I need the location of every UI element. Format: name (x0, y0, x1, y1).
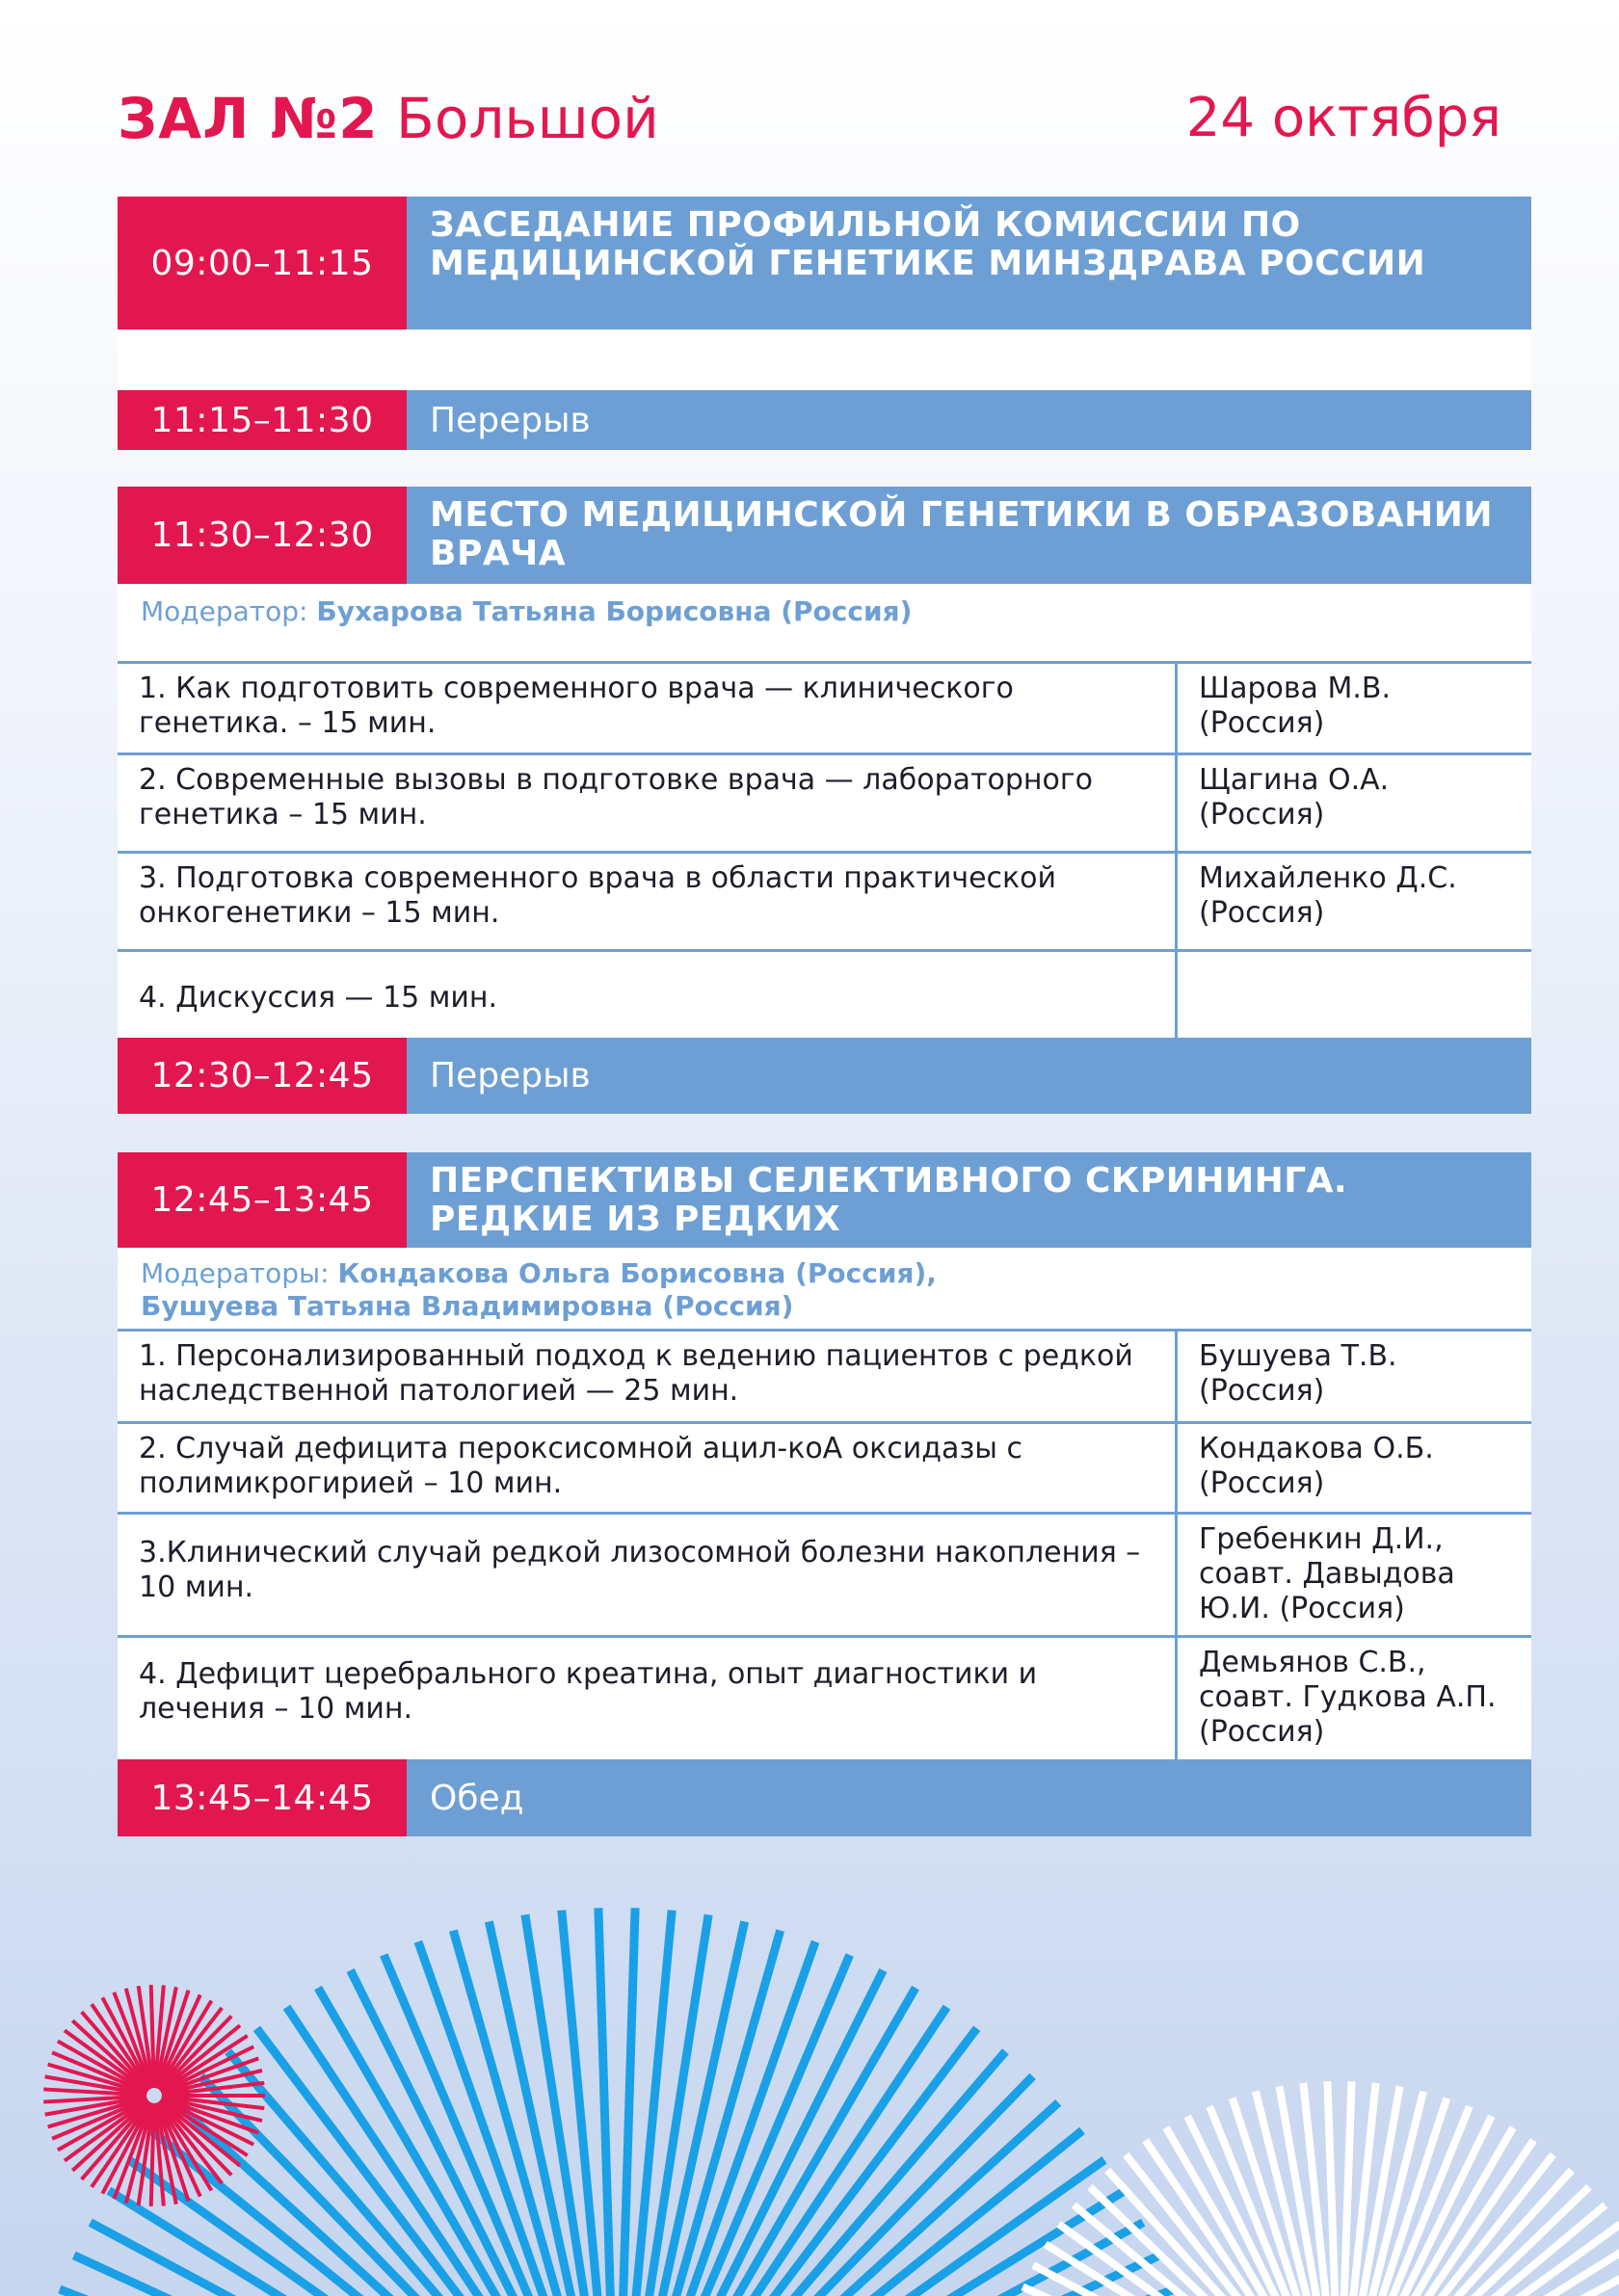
fan-ray (155, 1985, 164, 2088)
break-title: Перерыв (407, 390, 1531, 450)
fan-ray (92, 2004, 149, 2089)
break-block (118, 1038, 1531, 1114)
talk-topic: 4. Дефицит церебрального креатина, опыт диагностики и лечения – 10 мин. (118, 1638, 1178, 1759)
fan-ray (1146, 2141, 1281, 2296)
fan-ray (139, 2103, 153, 2205)
fan-ray (72, 2100, 148, 2170)
fan-ray (1350, 2083, 1375, 2296)
fan-ray (691, 2076, 1033, 2296)
moderator-label: Модератор: (141, 595, 308, 627)
break-block (118, 390, 1531, 450)
moderator-line (118, 1248, 1531, 1332)
fan-ray (1372, 2098, 1446, 2296)
fan-ray (156, 1987, 176, 2088)
fan-ray (1126, 2154, 1274, 2296)
talk-row (118, 664, 1531, 755)
talk-speaker: Бушуева Т.В. (Россия) (1199, 1339, 1397, 1408)
fan-ray (102, 1997, 150, 2089)
fan-ray (1022, 2287, 1242, 2296)
hall-number: ЗАЛ №2 (118, 86, 379, 151)
moderator-names: Бухарова Татьяна Борисовна (Россия) (316, 595, 913, 627)
fan-ray (157, 2102, 199, 2196)
fan-ray (1187, 2116, 1293, 2296)
fan-ray (102, 2102, 150, 2194)
talk-row (118, 1638, 1531, 1759)
fan-ray (156, 2103, 176, 2204)
talk-speaker: Михайленко Д.С. (Россия) (1199, 861, 1457, 930)
fan-ray (139, 1986, 153, 2088)
talk-row (118, 952, 1531, 1043)
fan-ray (1405, 2154, 1553, 2296)
blue-fan-decoration (19, 1908, 1214, 2296)
session-time: 12:45–13:45 (118, 1152, 407, 1248)
fan-ray (72, 2020, 148, 2090)
fan-ray (159, 2101, 222, 2183)
talk-speaker: Гребенкин Д.И., соавт. Давыдова Ю.И. (Россия) (1199, 1522, 1455, 1625)
fan-ray (1046, 2244, 1250, 2296)
fan-ray (1379, 2106, 1470, 2296)
hall-name: Большой (396, 86, 659, 151)
fan-ray (65, 2030, 148, 2091)
talk-speaker: Щагина О.А. (Россия) (1199, 763, 1390, 831)
fan-ray (82, 2012, 149, 2090)
fan-ray (161, 2036, 248, 2092)
event-date: 24 октября (1185, 87, 1501, 149)
talk-row (118, 755, 1531, 854)
fan-ray (162, 2097, 264, 2108)
fan-ray (1279, 2086, 1320, 2296)
fan-ray (1233, 2098, 1307, 2296)
fan-ray (652, 1941, 816, 2296)
fan-ray (1059, 2224, 1254, 2296)
session-block (118, 1152, 1531, 1759)
session-time: 11:30–12:30 (118, 487, 407, 584)
fan-ray (52, 2052, 147, 2093)
fan-ray (1303, 2083, 1328, 2296)
break-title: Обед (407, 1759, 1531, 1836)
talk-speaker: Шарова М.В. (Россия) (1199, 672, 1391, 740)
talk-speaker (1178, 990, 1531, 1006)
fan-ray (161, 2099, 248, 2155)
fan-ray (1386, 2116, 1492, 2296)
fan-ray (287, 2007, 559, 2296)
fan-ray (1416, 2187, 1589, 2296)
talk-row (118, 854, 1531, 952)
fan-ray (43, 2089, 146, 2095)
fan-ray (562, 1911, 607, 2296)
fan-ray (129, 2160, 530, 2296)
fan-ray (114, 2102, 151, 2199)
fan-ray (453, 1931, 588, 2296)
talk-topic: 1. Как подготовить современного врача — клинического генетика. – 15 мин. (118, 664, 1178, 752)
fan-ray (686, 2051, 1006, 2296)
moderator-names: Кондакова Ольга Борисовна (Россия), (337, 1257, 937, 1289)
fan-ray (525, 1914, 600, 2296)
fan-ray (45, 2076, 146, 2094)
break-time: 13:45–14:45 (118, 1759, 407, 1836)
fan-ray (114, 1993, 151, 2089)
fan-ray (151, 1985, 154, 2088)
fan-ray (1366, 2092, 1423, 2296)
fan-ray (710, 2223, 1143, 2296)
red-fan-decoration (43, 1985, 265, 2206)
moderator-names: Бушуева Татьяна Владимировна (Россия) (141, 1290, 794, 1322)
fan-ray (626, 1911, 672, 2296)
break-time: 11:15–11:30 (118, 390, 407, 450)
fan-ray (58, 2099, 147, 2151)
fan-ray (646, 1931, 781, 2296)
talk-topic: 2. Современные вызовы в подготовке врача — лабораторного генетика – 15 мин. (118, 755, 1178, 851)
fan-ray (598, 1908, 614, 2296)
fan-ray (1420, 2205, 1606, 2296)
fan-ray (52, 2098, 147, 2139)
fan-ray (126, 1989, 152, 2088)
session-block (118, 487, 1531, 1043)
fan-ray (703, 2160, 1104, 2296)
fan-ray (664, 1970, 883, 2296)
talk-topic: 3.Клинический случай редкой лизосомной болезни накопления – 10 мин. (118, 1515, 1178, 1635)
fan-ray (680, 2028, 976, 2296)
fan-ray (162, 2083, 264, 2095)
fan-ray (156, 1991, 188, 2089)
fan-ray (1429, 2244, 1619, 2296)
fan-ray (161, 2046, 253, 2092)
fan-ray (489, 1921, 594, 2296)
fan-ray (1090, 2187, 1263, 2296)
fan-ray (162, 2098, 259, 2133)
talk-topic: 3. Подготовка современного врача в области практической онкогенетики – 15 мин. (118, 854, 1178, 949)
fan-ray (48, 2098, 147, 2126)
fan-ray (159, 2008, 222, 2090)
moderator-line (118, 584, 1531, 664)
fan-ray (60, 2289, 518, 2296)
fan-ray (162, 2071, 262, 2094)
fan-ray (228, 2051, 548, 2296)
fan-ray (82, 2101, 149, 2179)
hall-title (118, 85, 659, 152)
fan-ray (91, 2223, 523, 2296)
fan-ray (156, 2103, 188, 2202)
fan-ray (151, 2130, 534, 2296)
fan-ray (1436, 2287, 1619, 2296)
talk-topic: 1. Персонализированный подход к ведению пациентов с редкой наследственной патологией — 25 мин. (118, 1332, 1178, 1421)
talk-topic: 2. Случай дефицита пероксисомной ацил-коА оксидазы с полимикрогирией – 10 мин. (118, 1424, 1178, 1512)
talk-speaker: Демьянов С.В., соавт. Гудкова А.П. (Россия) (1199, 1646, 1497, 1749)
session-block (118, 197, 1531, 390)
talk-topic: 4. Дискуссия — 15 мин. (118, 952, 1178, 1043)
fan-ray (1425, 2224, 1619, 2296)
fan-ray (109, 2191, 527, 2296)
fan-ray (92, 2102, 149, 2187)
fan-ray (1327, 2081, 1336, 2296)
break-time: 12:30–12:45 (118, 1038, 407, 1114)
fan-ray (45, 2097, 146, 2114)
session-title: МЕСТО МЕДИЦИНСКОЙ ГЕНЕТИКИ В ОБРАЗОВАНИИ ВРАЧА (407, 487, 1531, 584)
fan-ray (1358, 2086, 1399, 2296)
talk-speaker: Кондакова О.Б. (Россия) (1199, 1432, 1434, 1500)
fan-ray (65, 2100, 148, 2161)
fan-ray (162, 2098, 262, 2121)
fan-ray (640, 1921, 745, 2296)
fan-ray (155, 2103, 164, 2206)
session-time: 09:00–11:15 (118, 197, 407, 330)
fan-ray (58, 2041, 147, 2092)
fan-ray (716, 2289, 1175, 2296)
fan-ray (713, 2256, 1159, 2296)
fan-ray (43, 2096, 146, 2101)
talk-row (118, 1424, 1531, 1515)
session-spacer (118, 330, 1531, 390)
fan-ray (695, 2102, 1058, 2296)
fan-ray (74, 2256, 520, 2296)
fan-ray (633, 1914, 708, 2296)
fan-ray (160, 2025, 240, 2091)
fan-ray (1074, 2205, 1259, 2296)
fan-ray (1107, 2170, 1268, 2296)
break-block (118, 1759, 1531, 1836)
break-title: Перерыв (407, 1038, 1531, 1114)
fan-ray (418, 1941, 582, 2296)
fan-ray (162, 2058, 259, 2093)
fan-ray (158, 2102, 211, 2191)
fan-ray (200, 2076, 543, 2296)
fan-ray (700, 2130, 1082, 2296)
fan-ray (157, 1994, 199, 2088)
fan-ray (1033, 2265, 1246, 2296)
fan-ray (160, 2100, 240, 2166)
fan-ray (351, 1970, 570, 2296)
fan-ray (126, 2103, 152, 2203)
fan-ray (658, 1955, 850, 2296)
page-header (118, 85, 1501, 152)
fan-ray (1343, 2081, 1352, 2296)
fan-ray (620, 1908, 635, 2296)
fan-ray (384, 1955, 575, 2296)
fan-ray (160, 2101, 232, 2176)
fan-ray (1256, 2092, 1314, 2296)
fan-ray (1209, 2106, 1300, 2296)
session-title: ЗАСЕДАНИЕ ПРОФИЛЬНОЙ КОМИССИИ ПО МЕДИЦИНСКОЙ ГЕНЕТИКЕ МИНЗДРАВА РОССИИ (407, 197, 1531, 330)
fan-ray (151, 2103, 154, 2206)
talk-row (118, 1332, 1531, 1424)
fan-ray (175, 2102, 539, 2296)
fan-ray (1399, 2141, 1534, 2296)
fan-ray (1393, 2127, 1513, 2296)
fan-ray (256, 2028, 552, 2296)
fan-ray (1166, 2127, 1287, 2296)
fan-ray (48, 2065, 147, 2094)
talk-row (118, 1515, 1531, 1638)
moderator-label: Модераторы: (141, 1257, 330, 1289)
fan-ray (161, 2099, 253, 2145)
fan-ray (1433, 2265, 1619, 2296)
fan-ray (158, 2001, 211, 2090)
fan-ray (676, 2007, 947, 2296)
fan-ray (1411, 2170, 1572, 2296)
fan-ray (160, 2017, 232, 2091)
fan-ray (707, 2191, 1126, 2296)
fan-ray (318, 1988, 564, 2296)
fan-ray (670, 1988, 916, 2296)
session-title: ПЕРСПЕКТИВЫ СЕЛЕКТИВНОГО СКРИНИНГА. РЕДКИЕ ИЗ РЕДКИХ (407, 1152, 1531, 1248)
white-fan-decoration (993, 2081, 1619, 2296)
